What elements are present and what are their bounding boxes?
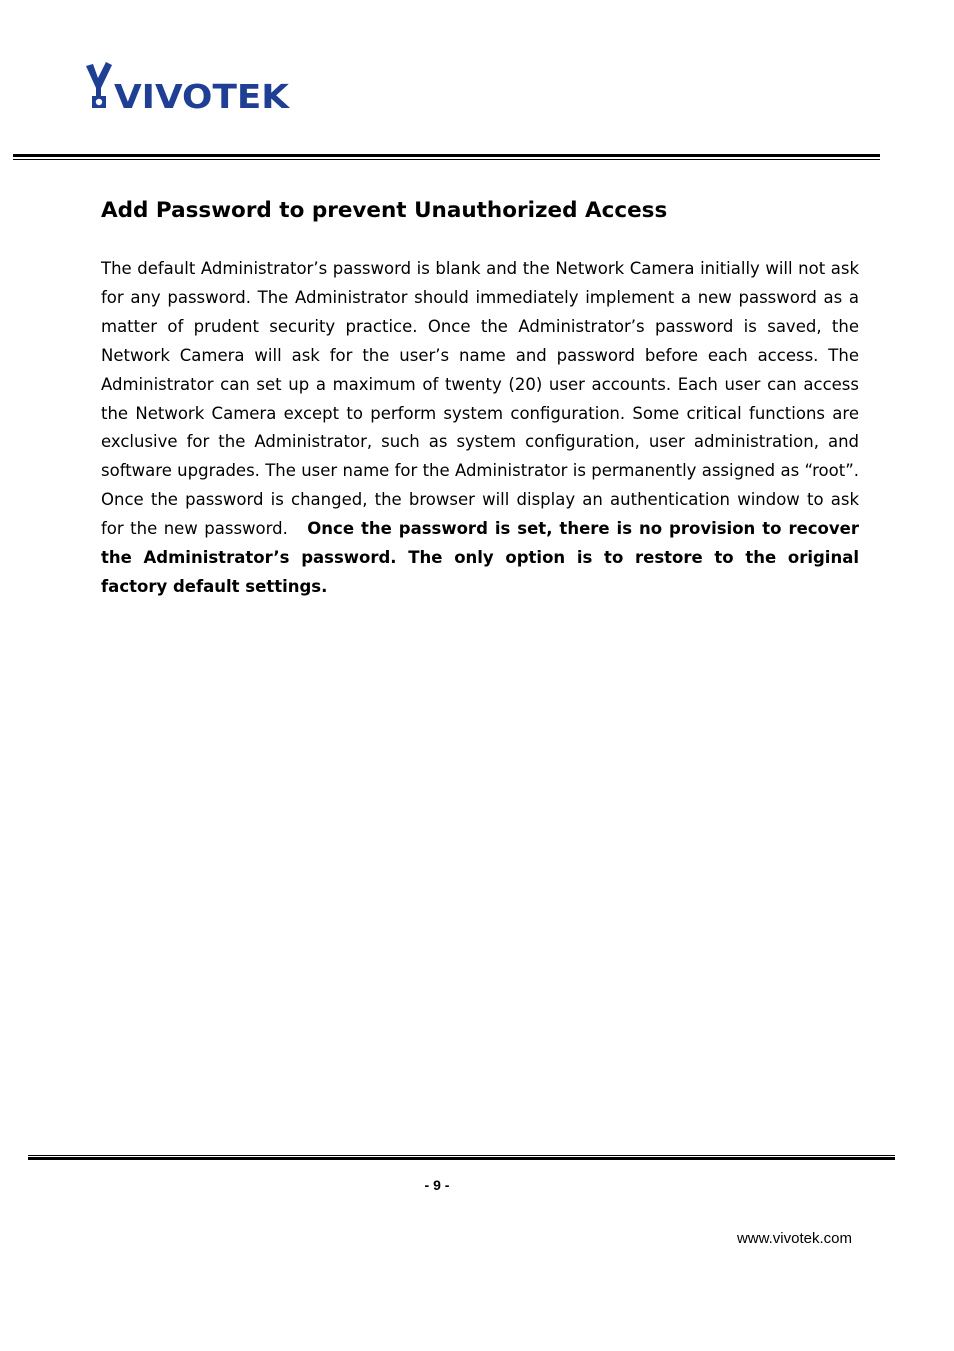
body-paragraph: The default Administrator’s password is blank and the Network Camera initially will not ask for any password. The Administrator should immediately implement a new password as a matter of prudent security practice. Once the Administrator’s password is saved, the Network Camera will ask for the user’s name and password before each access. The Administrator can set up a maximum of twenty (20) user accounts. Each user can access the Network Camera except to perform system configuration. Some critical functions are exclusive for the Administrator, such as system configuration, user administration, and software upgrades. The user name for the Administrator is permanently assigned as “root”. Once the password is changed, the browser will display an authentication window to ask for the new password. xyxy=(101,259,859,539)
section-body xyxy=(101,255,859,602)
camera-emblem-icon xyxy=(86,62,112,108)
page-number: - 9 - xyxy=(424,1177,450,1193)
website-url: www.vivotek.com xyxy=(736,1230,852,1247)
section-heading: Add Password to prevent Unauthorized Access xyxy=(101,198,668,223)
logo-wordmark: VIVOTEK xyxy=(114,77,291,114)
header-rule xyxy=(13,154,880,161)
body-emphasis: Once the password is set, there is no provision to recover the Administrator’s password. The only option is to restore to the original factory default settings. xyxy=(101,519,859,596)
footer-rule xyxy=(28,1155,895,1162)
vivotek-logo xyxy=(84,60,294,114)
